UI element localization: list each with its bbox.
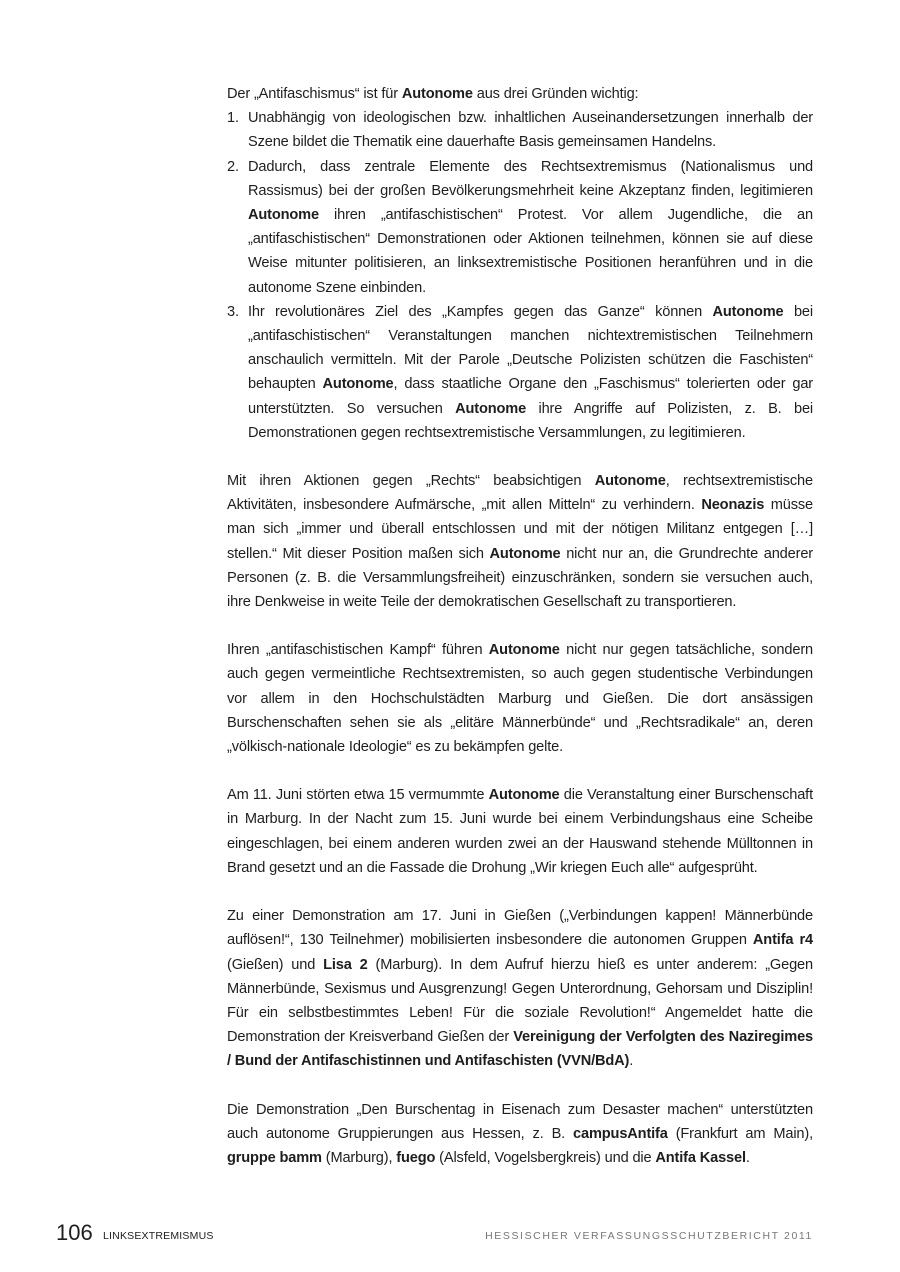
paragraph-actions-against-right: Mit ihren Aktionen gegen „Rechts“ beabsichtigen Autonome, rechtsextremistische Aktivitäten, insbesondere Aufmärsche, „mit allen Mitteln“ zu verhindern. Neonazis müsse man sich „immer und überall entschlossen und mit der nötigen Militanz entgegen […] stellen.“ Mit dieser Position maßen sich Autonome nicht nur an, die Grundrechte anderer Personen (z. B. die Versammlungsfreiheit) einzuschränken, sondern sie versuchen auch, ihre Denkweise in weite Teile der demokratischen Gesellschaft zu transportieren. (227, 473, 814, 611)
list-item: 1. Unabhängig von ideologischen bzw. inhaltlichen Auseinandersetzungen innerhalb der Szene bildet die Thematik eine dauerhafte Basis gemeinsamen Handelns. (227, 110, 813, 151)
paragraph-burschentag-demonstration: Die Demonstration „Den Burschentag in Eisenach zum Desaster machen“ unterstützten auch autonome Gruppierungen aus Hessen, z. B. campusAntifa (Frankfurt am Main), gruppe bamm (Marburg), fuego (Alsfeld, Vogelsbergkreis) und die Antifa Kassel. (227, 1101, 813, 1166)
paragraph-marburg-events: Am 11. Juni störten etwa 15 vermummte Autonome die Veranstaltung einer Burschenschaft in Marburg. In der Nacht zum 15. Juni wurde bei einem Verbindungshaus eine Scheibe eingeschlagen, bei einem anderen wurden zwei an der Hauswand stehende Mülltonnen in Brand gesetzt und an die Fassade die Drohung „Wir kriegen Euch alle“ aufgesprüht. (227, 787, 813, 876)
reasons-list (227, 106, 813, 445)
paragraph-giessen-demonstration: Zu einer Demonstration am 17. Juni in Gießen („Verbindungen kappen! Männerbünde auflösen!“, 130 Teilnehmer) mobilisierten insbesondere die autonomen Gruppen Antifa r4 (Gießen) und Lisa 2 (Marburg). In dem Aufruf hierzu hieß es unter anderem: „Gegen Männerbünde, Sexismus und Ausgrenzung! Gegen Unterordnung, Gehorsam und Disziplin! Für ein selbstbestimmtes Leben! Für die soziale Revolution!“ Angemeldet hatte die Demonstration der Kreisverband Gießen der Vereinigung der Verfolgten des Naziregimes / Bund der Antifaschistinnen und Antifaschisten (VVN/BdA). (227, 908, 814, 1070)
main-text (227, 82, 813, 1170)
list-item: 2. Dadurch, dass zentrale Elemente des Rechtsextremismus (Nationalismus und Rassismus) bei der großen Bevölkerungsmehrheit keine Akzeptanz finden, legitimieren Autonome ihren „antifaschistischen“ Protest. Vor allem Jugendliche, die an „antifaschistischen“ Demonstrationen oder Aktionen teilnehmen, können sie auf diese Weise mitunter politisieren, an linksextremistische Positionen heranführen und in die autonome Szene einbinden. (227, 158, 813, 296)
page-number: 106 (56, 1220, 93, 1245)
list-item: 3. Ihr revolutionäres Ziel des „Kampfes gegen das Ganze“ können Autonome bei „antifaschistischen“ Veranstaltungen manchen nichtextremistischen Teilnehmern anschaulich vermitteln. Mit der Parole „Deutsche Polizisten schützen die Faschisten“ behaupten Autonome, dass staatliche Organe den „Faschismus“ tolerierten oder gar unterstützten. So versuchen Autonome ihre Angriffe auf Polizisten, z. B. bei Demonstrationen gegen rechtsextremistische Versammlungen, zu legitimieren. (227, 303, 813, 441)
report-title: HESSISCHER VERFASSUNGSSCHUTZBERICHT 2011 (485, 1230, 813, 1242)
paragraph-antifascist-fight: Ihren „antifaschistischen Kampf“ führen Autonome nicht nur gegen tatsächliche, sondern auch gegen vermeintliche Rechtsextremisten, so auch gegen studentische Verbindungen vor allem in den Hochschulstädten Marburg und Gießen. Die dort ansässigen Burschenschaften sehen sie als „elitäre Männerbünde“ und „Rechtsradikale“ an, deren „völkisch-nationale Ideologie“ es zu bekämpfen gelte. (227, 642, 813, 756)
intro-paragraph: Der „Antifaschismus“ ist für Autonome aus drei Gründen wichtig: (227, 86, 639, 102)
section-label: LINKSEXTREMISMUS (103, 1230, 214, 1242)
